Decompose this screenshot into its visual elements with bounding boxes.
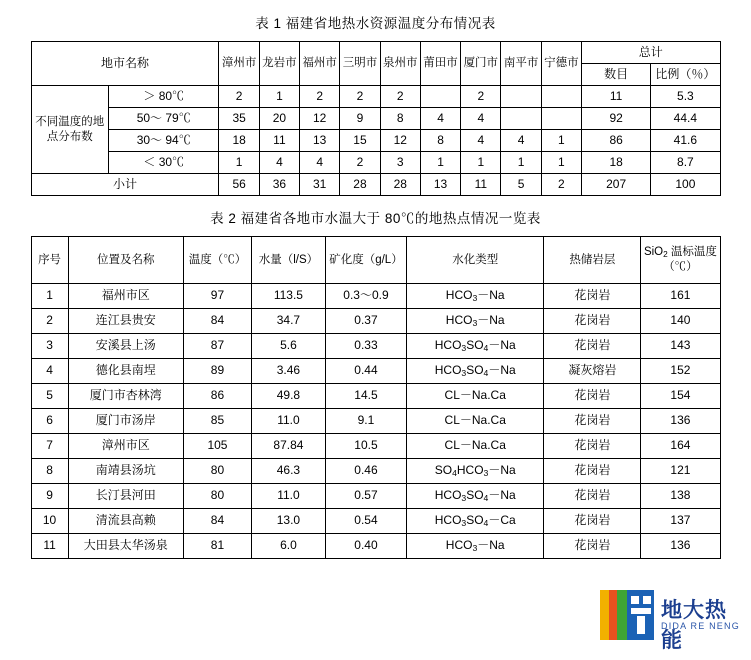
- cell-3-8: 1: [541, 152, 581, 174]
- cell-2-2: 13: [300, 130, 340, 152]
- cell-3-7: 1: [501, 152, 541, 174]
- subtotal-8: 2: [541, 174, 581, 196]
- header-total-count: 数目: [582, 64, 651, 86]
- table-row-header: [31, 237, 720, 284]
- header-flow: 水量（l/S）: [252, 237, 326, 284]
- cell-location: 厦门市杏林湾: [68, 384, 183, 409]
- cell-water-type: $HCO_3SO_4-Na$: [407, 484, 544, 509]
- header-temperature: 温度（℃）: [183, 237, 251, 284]
- table-row: [31, 359, 720, 384]
- cell-temperature: 86: [183, 384, 251, 409]
- subtotal-2: 31: [300, 174, 340, 196]
- header-water-type: 水化类型: [407, 237, 544, 284]
- cell-sio2-temperature: 140: [641, 309, 720, 334]
- header-total: 总计: [582, 42, 720, 64]
- cell-sio2-temperature: 138: [641, 484, 720, 509]
- cell-sio2-temperature: 143: [641, 334, 720, 359]
- cell-3-ratio: 8.7: [651, 152, 720, 174]
- subtotal-7: 5: [501, 174, 541, 196]
- header-location: 位置及名称: [68, 237, 183, 284]
- row-range-1: 50～ 79℃: [108, 108, 219, 130]
- logo-mark-icon: [597, 586, 657, 644]
- cell-2-7: 4: [501, 130, 541, 152]
- cell-2-6: 4: [461, 130, 501, 152]
- cell-3-4: 3: [380, 152, 420, 174]
- cell-flow: 5.6: [252, 334, 326, 359]
- watermark-logo: [597, 584, 745, 656]
- cell-no: 9: [31, 484, 68, 509]
- cell-reservoir-rock: 花岗岩: [544, 384, 641, 409]
- cell-temperature: 80: [183, 459, 251, 484]
- document-page: [0, 12, 751, 660]
- cell-no: 4: [31, 359, 68, 384]
- cell-location: 德化县南埕: [68, 359, 183, 384]
- cell-mineralization: 0.54: [325, 509, 406, 534]
- cell-reservoir-rock: 凝灰熔岩: [544, 359, 641, 384]
- cell-0-5: [420, 86, 460, 108]
- table-row: [31, 130, 720, 152]
- cell-3-1: 4: [259, 152, 299, 174]
- cell-0-4: 2: [380, 86, 420, 108]
- cell-sio2-temperature: 164: [641, 434, 720, 459]
- cell-sio2-temperature: 136: [641, 534, 720, 559]
- cell-water-type: $SO_4HCO_3-Na$: [407, 459, 544, 484]
- cell-temperature: 84: [183, 309, 251, 334]
- cell-mineralization: 14.5: [325, 384, 406, 409]
- cell-1-8: [541, 108, 581, 130]
- cell-1-3: 9: [340, 108, 380, 130]
- cell-no: 3: [31, 334, 68, 359]
- header-city-name: 地市名称: [31, 42, 219, 86]
- cell-0-7: [501, 86, 541, 108]
- cell-3-0: 1: [219, 152, 259, 174]
- cell-temperature: 105: [183, 434, 251, 459]
- cell-2-3: 15: [340, 130, 380, 152]
- cell-no: 7: [31, 434, 68, 459]
- cell-1-6: 4: [461, 108, 501, 130]
- cell-water-type: CL－Na.Ca: [407, 409, 544, 434]
- cell-no: 8: [31, 459, 68, 484]
- table-row: [31, 484, 720, 509]
- cell-water-type: CL－Na.Ca: [407, 384, 544, 409]
- cell-3-5: 1: [420, 152, 460, 174]
- cell-flow: 113.5: [252, 284, 326, 309]
- cell-1-2: 12: [300, 108, 340, 130]
- cell-sio2-temperature: 121: [641, 459, 720, 484]
- row-range-2: 30～ 94℃: [108, 130, 219, 152]
- cell-3-3: 2: [340, 152, 380, 174]
- cell-2-0: 18: [219, 130, 259, 152]
- cell-no: 6: [31, 409, 68, 434]
- cell-sio2-temperature: 154: [641, 384, 720, 409]
- cell-sio2-temperature: 137: [641, 509, 720, 534]
- cell-flow: 6.0: [252, 534, 326, 559]
- table-row: [31, 409, 720, 434]
- header-city-8: 宁德市: [541, 42, 581, 86]
- cell-mineralization: 0.46: [325, 459, 406, 484]
- cell-mineralization: 0.33: [325, 334, 406, 359]
- cell-water-type: $HCO_3-Na$: [407, 309, 544, 334]
- cell-3-count: 18: [582, 152, 651, 174]
- cell-mineralization: 0.44: [325, 359, 406, 384]
- cell-3-6: 1: [461, 152, 501, 174]
- table1-caption: 表 1 福建省地热水资源温度分布情况表: [255, 16, 496, 31]
- cell-mineralization: 9.1: [325, 409, 406, 434]
- cell-location: 南靖县汤坑: [68, 459, 183, 484]
- table-row: [31, 509, 720, 534]
- table-hot-spring-points: [31, 236, 721, 559]
- cell-2-ratio: 41.6: [651, 130, 720, 152]
- table-row-subtotal: [31, 174, 720, 196]
- cell-temperature: 89: [183, 359, 251, 384]
- cell-water-type: $HCO_3SO_4-Na$: [407, 359, 544, 384]
- subtotal-ratio: 100: [651, 174, 720, 196]
- cell-2-8: 1: [541, 130, 581, 152]
- logo-name: 地大热能: [661, 599, 727, 652]
- cell-3-2: 4: [300, 152, 340, 174]
- cell-no: 2: [31, 309, 68, 334]
- cell-sio2-temperature: 161: [641, 284, 720, 309]
- cell-reservoir-rock: 花岗岩: [544, 309, 641, 334]
- logo-pinyin: DIDA RE NENG: [661, 621, 740, 631]
- table-row: [31, 108, 720, 130]
- subtotal-6: 11: [461, 174, 501, 196]
- cell-reservoir-rock: 花岗岩: [544, 459, 641, 484]
- cell-location: 连江县贵安: [68, 309, 183, 334]
- cell-no: 10: [31, 509, 68, 534]
- cell-temperature: 87: [183, 334, 251, 359]
- cell-mineralization: 0.37: [325, 309, 406, 334]
- cell-sio2-temperature: 136: [641, 409, 720, 434]
- header-no: 序号: [31, 237, 68, 284]
- cell-1-0: 35: [219, 108, 259, 130]
- header-city-0: 漳州市: [219, 42, 259, 86]
- cell-reservoir-rock: 花岗岩: [544, 409, 641, 434]
- cell-location: 漳州市区: [68, 434, 183, 459]
- header-city-2: 福州市: [300, 42, 340, 86]
- cell-2-4: 12: [380, 130, 420, 152]
- cell-flow: 3.46: [252, 359, 326, 384]
- cell-water-type: $HCO_3-Na$: [407, 284, 544, 309]
- table-row: [31, 434, 720, 459]
- cell-1-4: 8: [380, 108, 420, 130]
- cell-flow: 49.8: [252, 384, 326, 409]
- cell-reservoir-rock: 花岗岩: [544, 534, 641, 559]
- cell-flow: 87.84: [252, 434, 326, 459]
- cell-1-5: 4: [420, 108, 460, 130]
- table-row: [31, 534, 720, 559]
- row-group-label: 不同温度的地点分布数: [31, 86, 108, 174]
- cell-2-count: 86: [582, 130, 651, 152]
- table-row-header: [31, 42, 720, 64]
- cell-sio2-temperature: 152: [641, 359, 720, 384]
- cell-0-3: 2: [340, 86, 380, 108]
- cell-no: 1: [31, 284, 68, 309]
- cell-0-6: 2: [461, 86, 501, 108]
- header-reservoir-rock: 热储岩层: [544, 237, 641, 284]
- header-mineralization: 矿化度（g/L）: [325, 237, 406, 284]
- header-city-4: 泉州市: [380, 42, 420, 86]
- cell-mineralization: 0.40: [325, 534, 406, 559]
- cell-temperature: 97: [183, 284, 251, 309]
- cell-1-ratio: 44.4: [651, 108, 720, 130]
- table-row: [31, 309, 720, 334]
- cell-flow: 11.0: [252, 484, 326, 509]
- header-city-3: 三明市: [340, 42, 380, 86]
- cell-0-8: [541, 86, 581, 108]
- cell-flow: 11.0: [252, 409, 326, 434]
- table-row: [31, 459, 720, 484]
- cell-0-1: 1: [259, 86, 299, 108]
- cell-temperature: 80: [183, 484, 251, 509]
- table-row: [31, 284, 720, 309]
- cell-temperature: 84: [183, 509, 251, 534]
- subtotal-count: 207: [582, 174, 651, 196]
- table-row: [31, 384, 720, 409]
- cell-flow: 13.0: [252, 509, 326, 534]
- header-total-ratio: 比例（％）: [651, 64, 720, 86]
- cell-0-ratio: 5.3: [651, 86, 720, 108]
- cell-flow: 34.7: [252, 309, 326, 334]
- cell-location: 大田县太华汤泉: [68, 534, 183, 559]
- header-city-1: 龙岩市: [259, 42, 299, 86]
- cell-water-type: $HCO_3-Na$: [407, 534, 544, 559]
- cell-1-count: 92: [582, 108, 651, 130]
- cell-reservoir-rock: 花岗岩: [544, 509, 641, 534]
- subtotal-1: 36: [259, 174, 299, 196]
- cell-location: 清流县高赖: [68, 509, 183, 534]
- cell-temperature: 81: [183, 534, 251, 559]
- cell-0-2: 2: [300, 86, 340, 108]
- cell-mineralization: 10.5: [325, 434, 406, 459]
- cell-1-7: [501, 108, 541, 130]
- subtotal-0: 56: [219, 174, 259, 196]
- table-row: [31, 334, 720, 359]
- cell-mineralization: 0.57: [325, 484, 406, 509]
- cell-reservoir-rock: 花岗岩: [544, 434, 641, 459]
- header-city-6: 厦门市: [461, 42, 501, 86]
- subtotal-4: 28: [380, 174, 420, 196]
- cell-2-5: 8: [420, 130, 460, 152]
- header-sio2-temperature: SiO$_2$ 温标温度（℃）: [641, 237, 720, 284]
- table-row: [31, 152, 720, 174]
- cell-0-0: 2: [219, 86, 259, 108]
- table-temperature-distribution: [31, 41, 721, 196]
- table-row: [31, 86, 720, 108]
- cell-0-count: 11: [582, 86, 651, 108]
- cell-reservoir-rock: 花岗岩: [544, 484, 641, 509]
- header-city-5: 莆田市: [420, 42, 460, 86]
- table2-caption: 表 2 福建省各地市水温大于 80℃的地热点情况一览表: [210, 211, 541, 226]
- row-range-3: ＜ 30℃: [108, 152, 219, 174]
- cell-reservoir-rock: 花岗岩: [544, 334, 641, 359]
- cell-no: 5: [31, 384, 68, 409]
- subtotal-3: 28: [340, 174, 380, 196]
- cell-mineralization: 0.3～0.9: [325, 284, 406, 309]
- cell-water-type: CL－Na.Ca: [407, 434, 544, 459]
- cell-flow: 46.3: [252, 459, 326, 484]
- cell-location: 安溪县上汤: [68, 334, 183, 359]
- subtotal-5: 13: [420, 174, 460, 196]
- cell-2-1: 11: [259, 130, 299, 152]
- cell-water-type: $HCO_3SO_4-Ca$: [407, 509, 544, 534]
- cell-location: 福州市区: [68, 284, 183, 309]
- cell-reservoir-rock: 花岗岩: [544, 284, 641, 309]
- cell-location: 厦门市汤岸: [68, 409, 183, 434]
- subtotal-label: 小计: [31, 174, 219, 196]
- cell-no: 11: [31, 534, 68, 559]
- cell-location: 长汀县河田: [68, 484, 183, 509]
- cell-temperature: 85: [183, 409, 251, 434]
- row-range-0: ＞ 80℃: [108, 86, 219, 108]
- cell-1-1: 20: [259, 108, 299, 130]
- header-city-7: 南平市: [501, 42, 541, 86]
- cell-water-type: $HCO_3SO_4-Na$: [407, 334, 544, 359]
